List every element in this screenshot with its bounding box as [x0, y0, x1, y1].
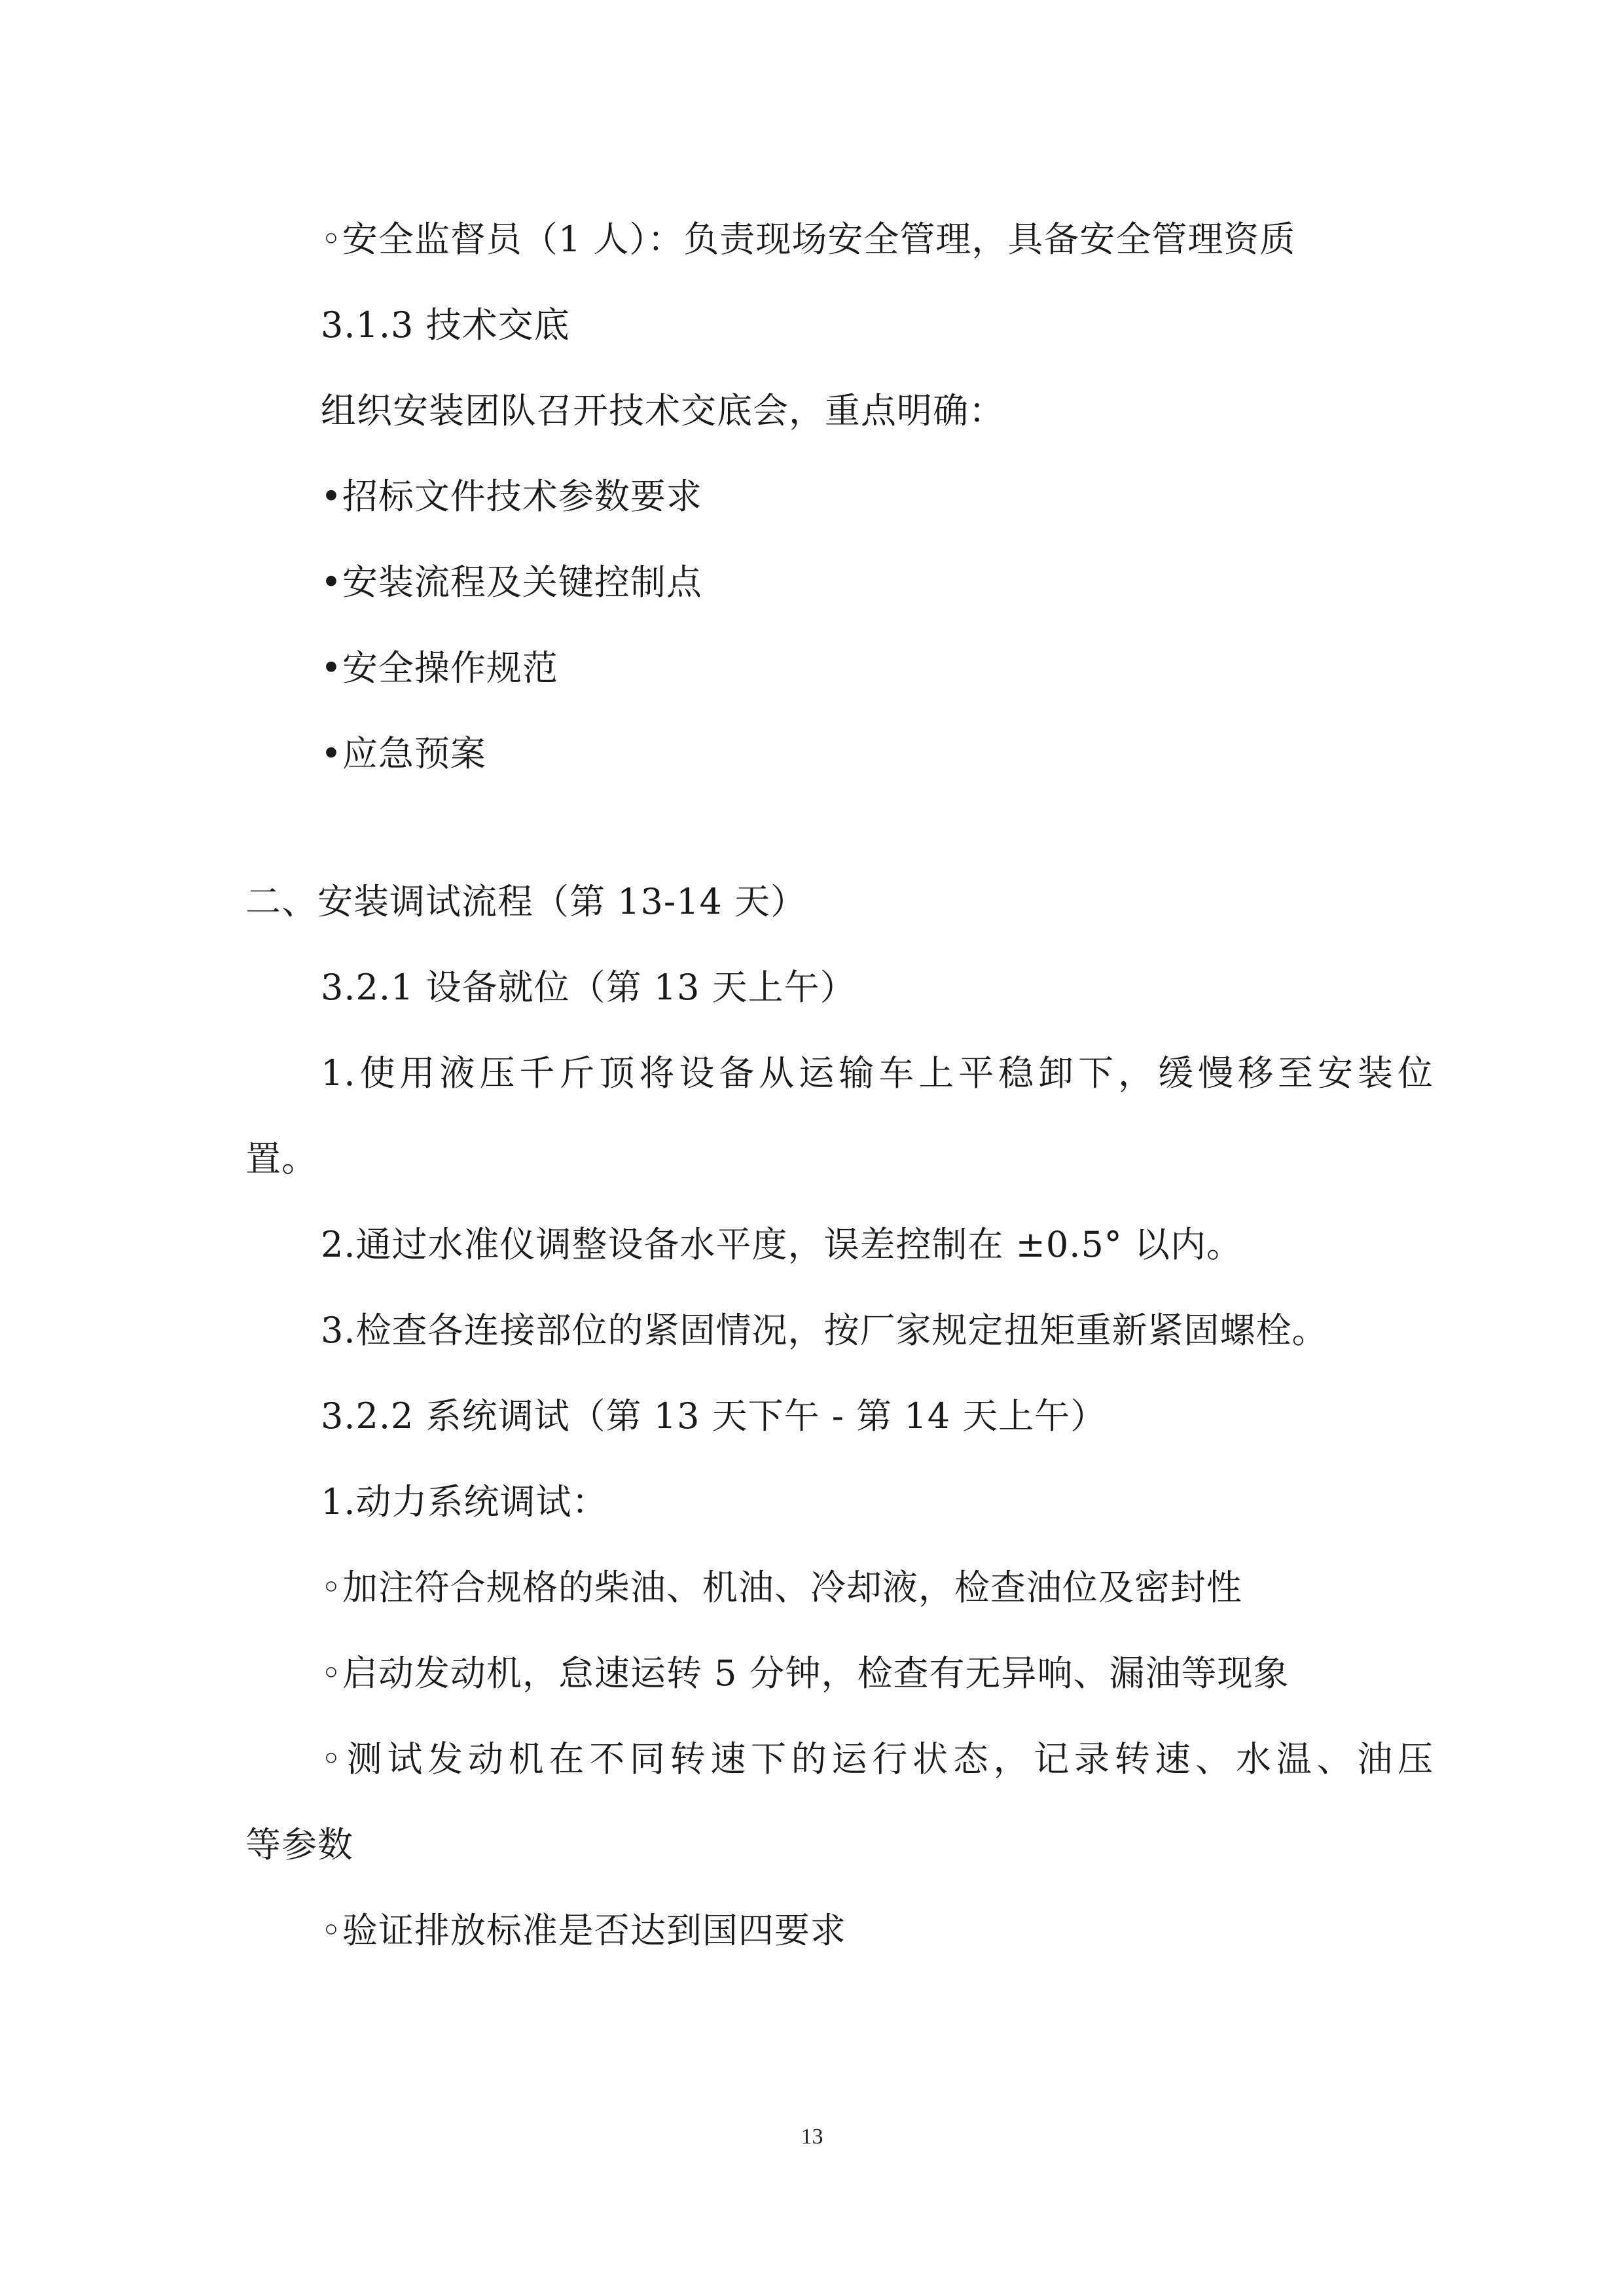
heading-3-2-1: 3.2.1 设备就位（第 13 天上午）	[321, 967, 856, 1008]
list-item-emission-check: ◦验证排放标准是否达到国四要求	[321, 1910, 846, 1951]
paragraph-power-system: 1.动力系统调试：	[321, 1481, 608, 1522]
paragraph-step-3: 3.检查各连接部位的紧固情况，按厂家规定扭矩重新紧固螺栓。	[321, 1310, 1328, 1351]
list-item-safety-rules: •安全操作规范	[321, 647, 558, 689]
paragraph-step-2: 2.通过水准仪调整设备水平度，误差控制在 ±0.5° 以内。	[321, 1224, 1242, 1265]
section-heading-install-debug: 二、安装调试流程（第 13-14 天）	[245, 881, 807, 922]
paragraph-step-1-line-1: 1.使用液压千斤顶将设备从运输车上平稳卸下，缓慢移至安装位	[321, 1052, 1434, 1094]
heading-3-1-3: 3.1.3 技术交底	[321, 304, 570, 346]
list-item-tender-params: •招标文件技术参数要求	[321, 476, 702, 517]
list-item-test-engine-line-1: ◦测试发动机在不同转速下的运行状态，记录转速、水温、油压	[321, 1738, 1434, 1780]
page-number: 13	[801, 2125, 823, 2149]
list-item-install-process: •安装流程及关键控制点	[321, 562, 702, 603]
list-item-start-engine: ◦启动发动机，怠速运转 5 分钟，检查有无异响、漏油等现象	[321, 1653, 1290, 1694]
list-item-test-engine-line-2: 等参数	[245, 1824, 353, 1865]
heading-3-2-2: 3.2.2 系统调试（第 13 天下午 - 第 14 天上午）	[321, 1395, 1107, 1437]
list-item-fill-fluids: ◦加注符合规格的柴油、机油、冷却液，检查油位及密封性	[321, 1567, 1242, 1608]
paragraph-step-1-line-2: 置。	[245, 1138, 317, 1179]
paragraph-briefing-intro: 组织安装团队召开技术交底会，重点明确：	[321, 390, 1005, 431]
paragraph-safety-supervisor: ◦安全监督员（1 人）：负责现场安全管理，具备安全管理资质	[321, 219, 1296, 260]
list-item-emergency-plan: •应急预案	[321, 733, 486, 774]
